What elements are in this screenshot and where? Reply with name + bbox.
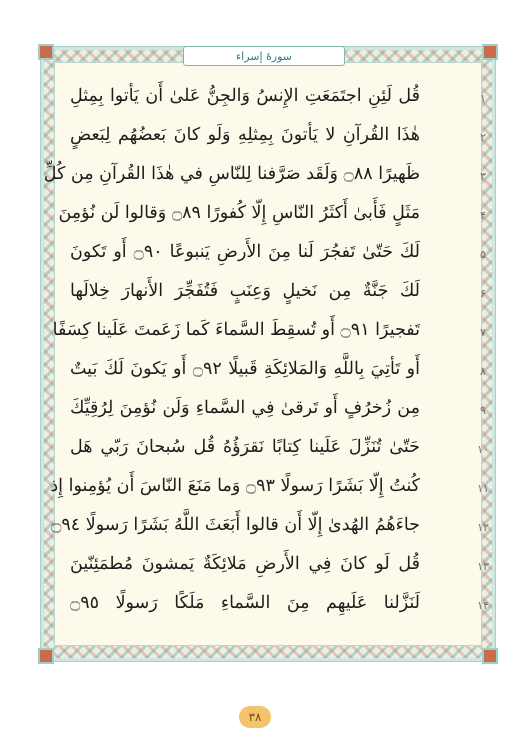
line-number: ۱۰ — [477, 443, 489, 456]
line-number: ۳ — [480, 170, 486, 183]
line-number: ۶ — [480, 287, 486, 300]
line-number: ۲ — [480, 131, 486, 144]
corner-ornament-top-right — [482, 44, 498, 60]
verse-line: جاءَهُمُ الهُدىٰ إِلّا أَن قالوا أَبَعَثَ اللَّهُ بَشَرًا رَسولًا ۝٩٤ — [51, 515, 420, 535]
line-number: ۴ — [480, 209, 486, 222]
line-number: ۵ — [480, 248, 486, 261]
line-number: ۹ — [480, 404, 486, 417]
verse-line: مِن زُخرُفٍ أَو تَرقىٰ فِي السَّماءِ وَلَن نُؤمِنَ لِرُقِيِّكَ — [70, 398, 420, 418]
verse-line: لَكَ جَنَّةٌ مِن نَخيلٍ وَعِنَبٍ فَتُفَجِّرَ الأَنهارَ خِلالَها — [70, 281, 420, 301]
line-number: ۱۴ — [477, 599, 489, 612]
verse-line: حَتّىٰ تُنَزِّلَ عَلَينا كِتابًا نَقرَؤُهُ قُل سُبحانَ رَبّي هَل — [70, 437, 420, 457]
verse-line: أَو تَأتِيَ بِاللَّهِ وَالمَلائِكَةِ قَبيلًا ۝٩٢ أَو يَكونَ لَكَ بَيتٌ — [70, 359, 420, 379]
corner-ornament-top-left — [38, 44, 54, 60]
line-number: ۸ — [480, 365, 486, 378]
verse-line: كُنتُ إِلّا بَشَرًا رَسولًا ۝٩٣ وَما مَنَعَ النّاسَ أَن يُؤمِنوا إِذ — [50, 476, 420, 496]
verse-line: تَفجيرًا ۝٩١ أَو تُسقِطَ السَّماءَ كَما زَعَمتَ عَلَينا كِسَفًا — [52, 320, 420, 340]
verse-line: مَثَلٍ فَأَبىٰ أَكثَرُ النّاسِ إِلّا كُفورًا ۝٨٩ وَقالوا لَن نُؤمِنَ — [58, 203, 420, 223]
verse-line: هٰذَا القُرآنِ لا يَأتونَ بِمِثلِهِ وَلَو كانَ بَعضُهُم لِبَعضٍ — [70, 125, 420, 145]
verse-line: لَنَزَّلنا عَلَيهِم مِنَ السَّماءِ مَلَكًا رَسولًا ۝٩٥ — [70, 593, 420, 613]
page-number-badge: ۳۸ — [239, 706, 271, 728]
verse-line: ظَهيرًا ۝٨٨ وَلَقَد صَرَّفنا لِلنّاسِ في هٰذَا القُرآنِ مِن كُلِّ — [43, 164, 420, 184]
verse-line: لَكَ حَتّىٰ تَفجُرَ لَنا مِنَ الأَرضِ يَنبوعًا ۝٩٠ أَو تَكونَ — [70, 242, 420, 262]
line-number: ۱۳ — [477, 560, 489, 573]
line-number: ۱ — [480, 92, 486, 105]
corner-ornament-bottom-right — [482, 648, 498, 664]
verse-line: قُل لَئِنِ اجتَمَعَتِ الإِنسُ وَالجِنُّ عَلىٰ أَن يَأتوا بِمِثلِ — [70, 86, 420, 106]
surah-title: سورهٔ إسراء — [183, 46, 345, 66]
corner-ornament-bottom-left — [38, 648, 54, 664]
verse-line: قُل لَو كانَ فِي الأَرضِ مَلائِكَةٌ يَمشونَ مُطمَئِنّينَ — [70, 554, 420, 574]
line-number: ۱۲ — [477, 521, 489, 534]
line-number: ۷ — [480, 326, 486, 339]
line-number: ۱۱ — [477, 482, 489, 495]
